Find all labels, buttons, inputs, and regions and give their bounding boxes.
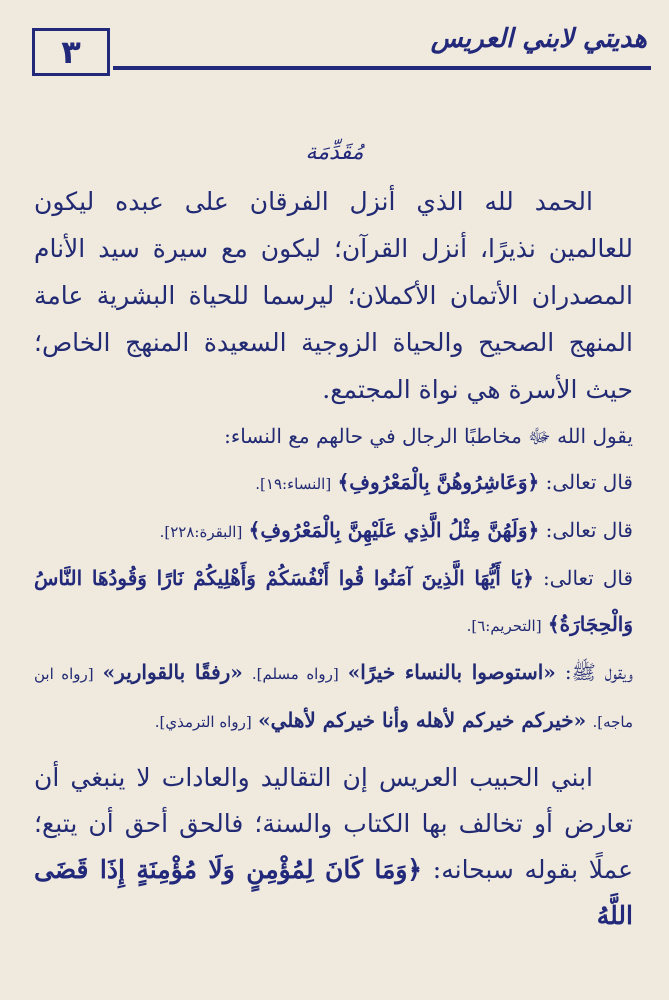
verse-line: [34, 459, 633, 507]
hadith-text: «رفقًا بالقوارير»: [102, 660, 243, 684]
verse-line: [34, 555, 633, 649]
hadith-text: «خيركم خيركم لأهله وأنا خيركم لأهلي»: [258, 708, 587, 732]
verse-line: [34, 507, 633, 555]
verse-text: ﴿وَلَهُنَّ مِثْلُ الَّذِي عَلَيْهِنَّ بِالْمَعْرُوفِ﴾: [248, 518, 540, 542]
header-rule: [113, 66, 651, 70]
running-title: هديتي لابني العريس: [430, 24, 647, 54]
page-body: [34, 178, 633, 939]
hadith-reference: [رواه مسلم].: [251, 665, 339, 683]
hadith-reference: [رواه الترمذي].: [154, 713, 252, 731]
verse-prefix: قال تعالى:: [542, 566, 634, 590]
closing-paragraph: [34, 755, 633, 939]
page-header: [18, 22, 651, 72]
verse-reference: [البقرة:٢٢٨].: [159, 523, 243, 541]
closing-verse: ﴿وَمَا كَانَ لِمُؤْمِنٍ وَلَا مُؤْمِنَةٍ إِذَا قَضَى اللَّهُ: [34, 855, 633, 930]
hadith-paragraph: [34, 649, 633, 745]
verse-reference: [النساء:١٩].: [255, 475, 332, 493]
hadith-text: «استوصوا بالنساء خيرًا»: [347, 660, 556, 684]
lead-in: يقول الله ﷻ مخاطبًا الرجال في حالهم مع النساء:: [224, 424, 633, 448]
verse-text: ﴿وَعَاشِرُوهُنَّ بِالْمَعْرُوفِ﴾: [337, 470, 540, 494]
section-title: مُقَدِّمَة: [305, 140, 364, 165]
closing-text: ابني الحبيب العريس إن التقاليد والعادات لا ينبغي أن تعارض أو تخالف بها الكتاب والسنة؛ فالحق أحق أن يتبع؛ عملًا بقوله سبحانه:: [34, 763, 634, 884]
verse-prefix: قال تعالى:: [545, 518, 633, 542]
intro-paragraph: الحمد لله الذي أنزل الفرقان على عبده ليكون للعالمين نذيرًا، أنزل القرآن؛ ليكون مع سيرة سيد الأنام المصدران الأتمان الأكملان؛ ليرسما للحياة البشرية عامة المنهج الصحيح والحياة الزوجية السعيدة المنهج الخاص؛ حيث الأسرة هي نواة المجتمع.: [34, 187, 633, 404]
verse-text: ﴿يَا أَيُّهَا الَّذِينَ آمَنُوا قُوا أَنْفُسَكُمْ وَأَهْلِيكُمْ نَارًا وَقُودُهَا النَّاسُ وَالْحِجَارَةُ﴾: [34, 566, 633, 636]
hadith-prefix: ويقول ﷺ:: [564, 660, 633, 684]
verse-prefix: قال تعالى:: [545, 470, 633, 494]
page-number: ٣: [32, 28, 110, 76]
hadith-reference: [رواه ابن ماجه].: [34, 665, 633, 731]
verse-reference: [التحريم:٦].: [466, 617, 542, 635]
